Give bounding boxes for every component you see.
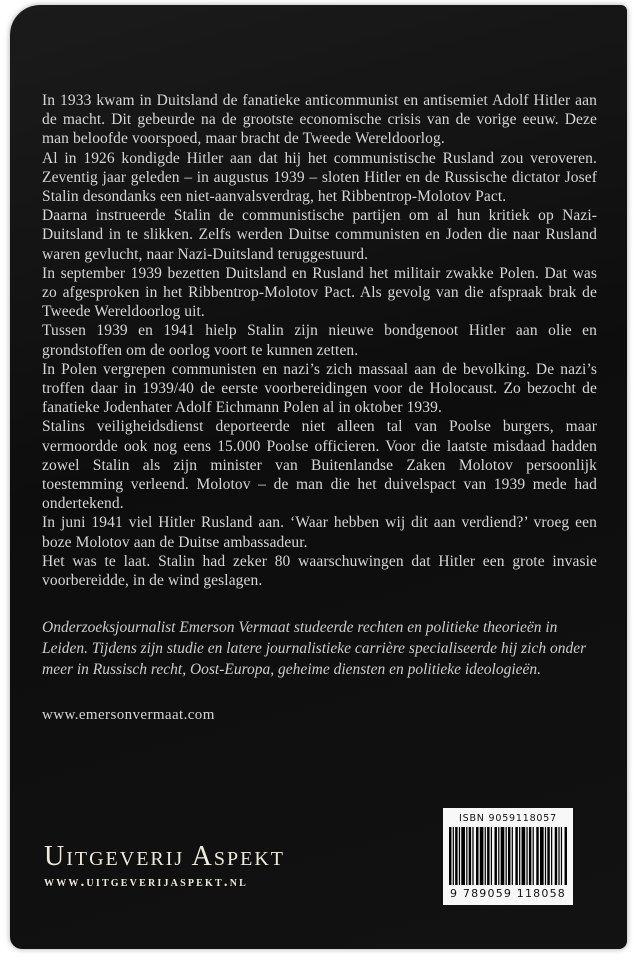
blurb-paragraph: In 1933 kwam in Duitsland de fanatieke anticommunist en antisemiet Adolf Hitler aan de macht. Dit gebeurde na de grootste economische crisis van de vorige eeuw. Deze man beloofde voorspoed, maar bracht de Tweede Wereldoorlog. bbox=[42, 92, 597, 148]
barcode-icon bbox=[449, 827, 567, 885]
publisher-name: Uitgeverij Aspekt bbox=[44, 841, 285, 872]
book-back-cover bbox=[10, 5, 627, 949]
isbn-number: 9 789059 118058 bbox=[450, 887, 566, 900]
blurb-paragraph: Daarna instrueerde Stalin de communistische partijen om al hun kritiek op Nazi-Duitsland in te slikken. Zelfs werden Duitse communisten en Joden die naar Rusland waren gevlucht, naar Nazi-Duitsland teruggestuurd. bbox=[42, 207, 597, 263]
blurb-paragraph: In Polen vergrepen communisten en nazi’s zich massaal aan de bevolking. De nazi’s troffen daar in 1939/40 de eerste voorbereidingen voor de Holocaust. Zo bezocht de fanatieke Jodenhater Adolf Eichmann Polen al in oktober 1939. bbox=[42, 360, 597, 417]
blurb-paragraph: In juni 1941 viel Hitler Rusland aan. ‘Waar hebben wij dit aan verdiend?’ vroeg een boze Molotov aan de Duitse ambassadeur. bbox=[42, 514, 597, 551]
isbn-barcode-box bbox=[443, 808, 573, 905]
blurb-paragraph: Tussen 1939 en 1941 hielp Stalin zijn nieuwe bondgenoot Hitler aan olie en grondstoffen om de oorlog voort te kunnen zetten. bbox=[42, 322, 597, 359]
author-website: www.emersonvermaat.com bbox=[42, 707, 215, 723]
blurb-paragraph: Stalins veiligheidsdienst deporteerde niet alleen tal van Poolse burgers, maar vermoordde ook nog eens 15.000 Poolse officieren. Voor die laatste misdaad hadden zowel Stalin als zijn minister van Buitenlandse Zaken Molotov persoonlijk toestemming verleend. Molotov – de man die het duivelspact van 1939 mede had ondertekend. bbox=[42, 418, 597, 513]
publisher-website: www.uitgeverijaspekt.nl bbox=[44, 874, 248, 890]
author-bio: Onderzoeksjournalist Emerson Vermaat studeerde rechten en politieke theorieën in Leiden. Tijdens zijn studie en latere journalistieke carrière specialiseerde hij zich onder meer in Russisch recht, Oost-Europa, geheime diensten en politieke ideologieën. bbox=[42, 619, 587, 678]
isbn-label: ISBN 9059118057 bbox=[459, 813, 557, 824]
blurb-paragraph: In september 1939 bezetten Duitsland en Rusland het militair zwakke Polen. Dat was zo afgesproken in het Ribbentrop-Molotov Pact. Als gevolg van die afspraak brak de Tweede Wereldoorlog uit. bbox=[42, 264, 597, 321]
blurb-paragraph: Het was te laat. Stalin had zeker 80 waarschuwingen dat Hitler een grote invasie voorbereidde, in de wind geslagen. bbox=[42, 552, 597, 590]
publisher-block bbox=[44, 842, 285, 891]
blurb-paragraph: Al in 1926 kondigde Hitler aan dat hij het communistische Rusland zou veroveren. Zeventig jaar geleden – in augustus 1939 – sloten Hitler en de Russische dictator Josef Stalin desondanks een niet-aanvalsverdrag, het Ribbentrop-Molotov Pact. bbox=[42, 149, 597, 206]
blurb-text bbox=[42, 91, 597, 590]
